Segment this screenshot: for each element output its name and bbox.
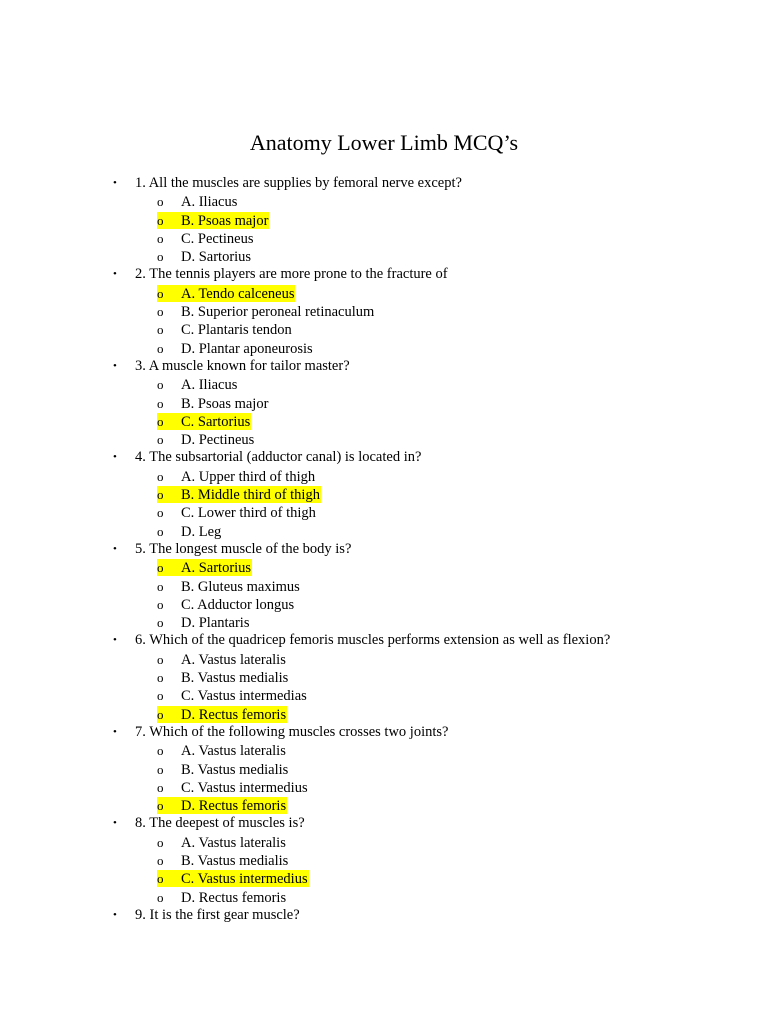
answer-highlight [157, 870, 309, 887]
option-bullet-icon: o [157, 615, 164, 631]
option-text: A. Tendo calceneus [181, 285, 295, 302]
option-text: C. Vastus intermedius [181, 779, 308, 796]
option-text: C. Lower third of thigh [181, 505, 316, 522]
option-row [157, 303, 375, 320]
question-text: 5. The longest muscle of the body is? [135, 540, 352, 557]
option-bullet-icon: o [157, 852, 164, 868]
option-row [157, 852, 289, 869]
option-item-correct [0, 705, 768, 723]
option-bullet-icon: o [157, 377, 164, 393]
option-bullet-icon: o [157, 432, 164, 448]
answer-highlight [157, 486, 321, 503]
option-bullet-icon: o [157, 578, 164, 594]
option-item [0, 760, 768, 778]
answer-highlight [157, 706, 287, 723]
option-row [157, 230, 255, 247]
option-bullet-icon: o [157, 285, 164, 301]
option-item [0, 320, 768, 338]
option-list [0, 375, 768, 448]
option-text: D. Rectus femoris [181, 798, 287, 815]
option-item [0, 394, 768, 412]
option-row [157, 596, 295, 613]
option-text: D. Sartorius [181, 249, 252, 266]
option-item [0, 503, 768, 521]
option-item [0, 888, 768, 906]
question-bullet-icon: • [113, 451, 117, 464]
question-text: 7. Which of the following muscles crosses two joints? [135, 723, 449, 740]
option-item [0, 741, 768, 759]
option-item [0, 375, 768, 393]
answer-highlight [157, 413, 251, 430]
option-bullet-icon: o [157, 743, 164, 759]
option-row [157, 321, 293, 338]
option-item [0, 192, 768, 210]
option-item [0, 650, 768, 668]
option-text: D. Rectus femoris [181, 706, 287, 723]
option-text: C. Pectineus [181, 230, 254, 247]
option-bullet-icon: o [157, 468, 164, 484]
option-list [0, 741, 768, 814]
option-list [0, 467, 768, 540]
option-row [157, 395, 269, 412]
question-line [0, 357, 768, 375]
option-row [157, 779, 309, 796]
option-item [0, 595, 768, 613]
option-bullet-icon: o [157, 523, 164, 539]
option-text: D. Rectus femoris [181, 889, 287, 906]
question-line [0, 814, 768, 832]
question-text: 4. The subsartorial (adductor canal) is located in? [135, 449, 422, 466]
option-bullet-icon: o [157, 670, 164, 686]
option-item [0, 247, 768, 265]
option-item-correct [0, 284, 768, 302]
option-text: A. Sartorius [181, 560, 252, 577]
option-item-correct [0, 412, 768, 430]
option-item [0, 229, 768, 247]
option-item [0, 686, 768, 704]
answer-highlight [157, 797, 287, 814]
option-list [0, 833, 768, 906]
option-bullet-icon: o [157, 779, 164, 795]
option-bullet-icon: o [157, 596, 164, 612]
option-bullet-icon: o [157, 651, 164, 667]
option-item [0, 851, 768, 869]
option-row [157, 468, 316, 485]
option-row [157, 578, 301, 595]
question-bullet-icon: • [113, 177, 117, 189]
option-bullet-icon: o [157, 212, 164, 228]
option-bullet-icon: o [157, 688, 164, 704]
question-item [0, 357, 768, 448]
option-bullet-icon: o [157, 194, 164, 210]
option-row [157, 376, 238, 393]
question-item [0, 174, 768, 265]
option-bullet-icon: o [157, 322, 164, 338]
option-bullet-icon: o [157, 706, 164, 722]
option-text: D. Plantar aponeurosis [181, 340, 313, 357]
option-bullet-icon: o [157, 889, 164, 905]
page-title: Anatomy Lower Limb MCQ’s [249, 130, 519, 155]
question-line [0, 265, 768, 283]
question-line [0, 174, 768, 192]
option-bullet-icon: o [157, 505, 164, 521]
option-bullet-icon: o [157, 798, 164, 814]
option-row [157, 761, 289, 778]
option-row [157, 614, 250, 631]
option-text: A. Upper third of thigh [181, 468, 316, 485]
option-list [0, 650, 768, 723]
question-line [0, 906, 768, 924]
option-text: D. Leg [181, 523, 222, 540]
option-text: A. Vastus lateralis [181, 834, 286, 851]
question-text: 9. It is the first gear muscle? [135, 906, 300, 923]
option-item-correct [0, 869, 768, 887]
option-item-correct [0, 796, 768, 814]
option-row [157, 340, 314, 357]
question-item [0, 631, 768, 722]
option-item [0, 668, 768, 686]
option-text: D. Pectineus [181, 432, 255, 449]
option-bullet-icon: o [157, 761, 164, 777]
option-text: C. Vastus intermedias [181, 688, 307, 705]
question-bullet-icon: • [113, 908, 117, 921]
option-text: B. Superior peroneal retinaculum [181, 304, 375, 321]
question-item [0, 723, 768, 814]
option-item [0, 467, 768, 485]
question-text: 2. The tennis players are more prone to the fracture of [135, 266, 448, 283]
option-list [0, 192, 768, 265]
option-bullet-icon: o [157, 340, 164, 356]
option-text: A. Vastus lateralis [181, 743, 286, 760]
option-row [157, 193, 238, 210]
option-text: B. Vastus medialis [181, 670, 289, 687]
question-text: 1. All the muscles are supplies by femoral nerve except? [135, 175, 462, 191]
option-row [157, 742, 287, 759]
option-item [0, 302, 768, 320]
option-list [0, 558, 768, 631]
question-item [0, 814, 768, 905]
option-row [157, 669, 289, 686]
question-bullet-icon: • [113, 268, 117, 281]
option-bullet-icon: o [157, 249, 164, 265]
option-text: A. Vastus lateralis [181, 651, 286, 668]
option-text: A. Iliacus [181, 194, 238, 211]
option-bullet-icon: o [157, 871, 164, 887]
option-item-correct [0, 558, 768, 576]
option-text: C. Plantaris tendon [181, 322, 292, 339]
option-item [0, 430, 768, 448]
option-row [157, 504, 317, 521]
option-list [0, 284, 768, 357]
question-bullet-icon: • [113, 542, 117, 555]
question-list [0, 174, 768, 924]
question-text: 6. Which of the quadricep femoris muscles performs extension as well as flexion? [135, 632, 611, 649]
option-row [157, 889, 287, 906]
option-bullet-icon: o [157, 395, 164, 411]
option-bullet-icon: o [157, 834, 164, 850]
option-text: D. Plantaris [181, 615, 250, 632]
option-text: B. Vastus medialis [181, 852, 289, 869]
option-row [157, 687, 308, 704]
option-text: C. Sartorius [181, 413, 251, 430]
answer-highlight [157, 559, 252, 576]
question-text: 3. A muscle known for tailor master? [135, 357, 350, 374]
option-bullet-icon: o [157, 413, 164, 429]
option-item [0, 833, 768, 851]
option-item-correct [0, 485, 768, 503]
answer-highlight [157, 285, 295, 302]
option-item [0, 778, 768, 796]
option-text: A. Iliacus [181, 377, 238, 394]
option-item [0, 522, 768, 540]
option-text: C. Adductor longus [181, 596, 295, 613]
option-item-correct [0, 211, 768, 229]
option-item [0, 339, 768, 357]
question-text: 8. The deepest of muscles is? [135, 815, 305, 832]
question-item [0, 540, 768, 631]
option-row [157, 834, 287, 851]
option-bullet-icon: o [157, 487, 164, 503]
answer-highlight [157, 212, 269, 229]
question-line [0, 631, 768, 649]
question-item [0, 448, 768, 539]
question-line [0, 540, 768, 558]
question-bullet-icon: • [113, 359, 117, 372]
option-text: B. Vastus medialis [181, 761, 289, 778]
option-row [157, 523, 222, 540]
option-bullet-icon: o [157, 304, 164, 320]
question-line [0, 723, 768, 741]
question-bullet-icon: • [113, 725, 117, 738]
option-bullet-icon: o [157, 230, 164, 246]
option-text: B. Psoas major [181, 395, 269, 412]
question-item [0, 906, 768, 924]
option-item [0, 613, 768, 631]
option-text: B. Middle third of thigh [181, 487, 320, 504]
question-bullet-icon: • [113, 817, 117, 830]
option-row [157, 651, 287, 668]
question-item [0, 265, 768, 356]
option-bullet-icon: o [157, 560, 164, 576]
question-line [0, 448, 768, 466]
option-text: B. Gluteus maximus [181, 578, 300, 595]
option-text: B. Psoas major [181, 212, 269, 229]
option-row [157, 248, 252, 265]
option-row [157, 431, 255, 448]
option-item [0, 577, 768, 595]
option-text: C. Vastus intermedius [181, 871, 308, 888]
question-bullet-icon: • [113, 634, 117, 647]
